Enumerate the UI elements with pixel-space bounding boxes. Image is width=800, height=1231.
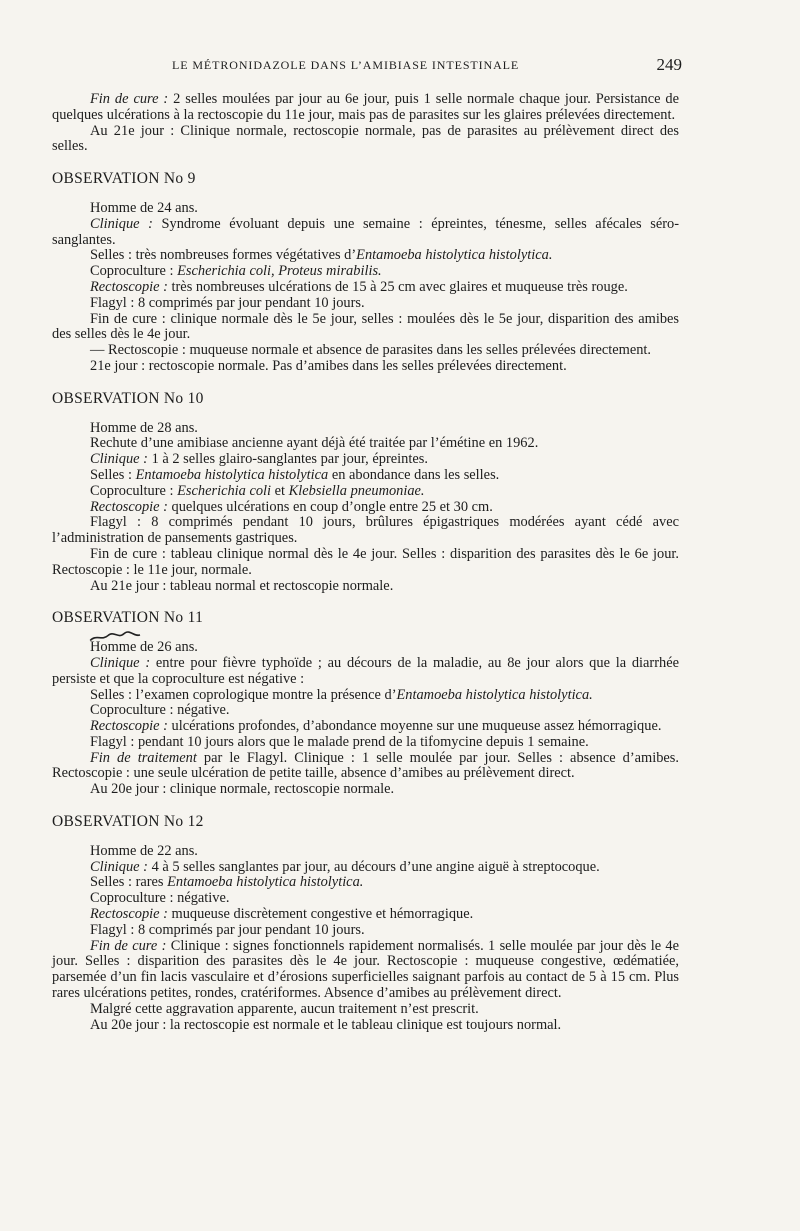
obs11-clinique — [52, 656, 679, 688]
obs12-clinique-lead: Clinique : — [90, 858, 148, 875]
obs11-flagyl: Flagyl : pendant 10 jours alors que le malade prend de la tifomycine depuis 1 semaine. — [90, 733, 589, 750]
page-body — [52, 92, 679, 1033]
observation-11-title: OBSERVATION No 11 — [52, 609, 204, 627]
observation-12-title: OBSERVATION No 12 — [52, 813, 204, 831]
obs10-recto-text: quelques ulcérations en coup d’ongle entre 25 et 30 cm. — [167, 498, 493, 515]
obs9-fin-de-cure: Fin de cure : clinique normale dès le 5e jour, selles : moulées dès le 5e jour, disparition des amibes des selles dès le 4e jour. — [52, 310, 679, 343]
observation-9-title: OBSERVATION No 9 — [52, 170, 196, 188]
obs12-day20: Au 20e jour : la rectoscopie est normale et le tableau clinique est toujours normal. — [90, 1016, 562, 1033]
obs11-clinique-text: entre pour fièvre typhoïde ; au décours de la maladie, au 8e jour alors que la diarrhée persiste et que la coproculture est négative : — [52, 654, 679, 687]
obs11-day20: Au 20e jour : clinique normale, rectoscopie normale. — [90, 781, 395, 798]
obs10-rectoscopie — [52, 500, 679, 516]
obs9-day21: 21e jour : rectoscopie normale. Pas d’amibes dans les selles prélevées directement. — [90, 357, 567, 374]
obs10-patient: Homme de 28 ans. — [90, 419, 198, 436]
obs11-fin-lead: Fin de traitement — [90, 749, 197, 766]
obs11-clinique-lead: Clinique : — [90, 654, 151, 671]
obs12-clinique-text: 4 à 5 selles sanglantes par jour, au décours d’une angine aiguë à streptocoque. — [147, 858, 600, 875]
obs9-clinique-text: Syndrome évoluant depuis une semaine : épreintes, ténesme, selles afécales séro-sanglantes. — [52, 215, 679, 248]
obs11-recto-text: ulcérations profondes, d’abondance moyenne sur une muqueuse assez hémorragique. — [167, 718, 662, 735]
obs9-clinique — [52, 217, 679, 249]
obs12-fin-de-cure — [52, 939, 679, 1002]
obs9-rectoscopie — [52, 280, 679, 296]
obs12-selles-species: Entamoeba histolytica histolytica. — [167, 874, 364, 891]
page-number: 249 — [656, 55, 682, 74]
running-title: LE MÉTRONIDAZOLE DANS L’AMIBIASE INTESTINALE — [172, 58, 520, 72]
obs11-selles-text: Selles : l’examen coprologique montre la présence d’ — [90, 686, 397, 703]
obs9-recto-text: très nombreuses ulcérations de 15 à 25 cm avec glaires et muqueuse très rouge. — [167, 278, 628, 295]
obs9-patient: Homme de 24 ans. — [90, 199, 198, 216]
obs10-copro-species-2: Klebsiella pneumoniae. — [288, 482, 425, 499]
obs12-malgre: Malgré cette aggravation apparente, aucun traitement n’est prescrit. — [90, 1000, 479, 1017]
intro-paragraph-1 — [52, 92, 679, 124]
obs9-coproculture — [52, 264, 679, 280]
obs11-rectoscopie — [52, 719, 679, 735]
obs10-copro-and: et — [271, 482, 289, 499]
obs9-copro-text: Coproculture : — [90, 263, 178, 280]
obs11-fin-text: par le Flagyl. Clinique : 1 selle moulée par jour. Selles : absence d’amibes. Rectoscopie : une seule ulcération de petite taille, absence d’amibes au prélèvement direct. — [52, 749, 680, 782]
obs11-selles — [52, 688, 679, 704]
obs10-clinique-text: 1 à 2 selles glairo-sanglantes par jour, épreintes. — [147, 451, 428, 468]
obs9-copro-species: Escherichia coli, Proteus mirabilis. — [177, 263, 382, 280]
observation-10-title: OBSERVATION No 10 — [52, 389, 204, 407]
obs12-clinique — [52, 860, 679, 876]
obs10-clinique-lead: Clinique : — [90, 451, 148, 468]
obs10-fin-de-cure: Fin de cure : tableau clinique normal dès le 4e jour. Selles : disparition des parasites dès le 6e jour. Rectoscopie : le 11e jour, normale. — [52, 545, 679, 578]
obs9-recto-lead: Rectoscopie : — [90, 278, 168, 295]
obs10-flagyl: Flagyl : 8 comprimés pendant 10 jours, brûlures épigastriques modérées ayant cédé avec l’administration de pansements gastriques. — [52, 514, 679, 547]
obs12-patient: Homme de 22 ans. — [90, 842, 198, 859]
obs9-selles — [52, 248, 679, 264]
obs12-selles-text: Selles : rares — [90, 874, 168, 891]
obs10-rechute: Rechute d’une amibiase ancienne ayant déjà été traitée par l’émétine en 1962. — [90, 435, 539, 452]
obs11-recto-lead: Rectoscopie : — [90, 718, 168, 735]
obs9-selles-text: Selles : très nombreuses formes végétatives d’ — [90, 247, 357, 264]
obs12-rectoscopie — [52, 907, 679, 923]
obs10-coproculture — [52, 484, 679, 500]
obs12-selles — [52, 875, 679, 891]
obs10-clinique — [52, 452, 679, 468]
intro-lead: Fin de cure : — [90, 91, 169, 107]
page-header — [172, 55, 682, 77]
obs10-copro-species-1: Escherichia coli — [177, 482, 272, 499]
intro-text: 2 selles moulées par jour au 6e jour, puis 1 selle normale chaque jour. Persistance de quelques ulcérations à la rectoscopie du 11e jour, mais pas de parasites sur les glaires prélevées directement. — [52, 91, 680, 123]
obs9-rectoscopie-2: — Rectoscopie : muqueuse normale et absence de parasites dans les selles prélevées directement. — [90, 342, 652, 359]
obs10-selles-species: Entamoeba histolytica histolytica — [135, 466, 329, 483]
obs12-recto-lead: Rectoscopie : — [90, 906, 168, 923]
obs10-copro-text: Coproculture : — [90, 482, 178, 499]
obs11-fin-de-traitement — [52, 751, 679, 783]
obs10-recto-lead: Rectoscopie : — [90, 498, 168, 515]
obs9-flagyl: Flagyl : 8 comprimés par jour pendant 10 jours. — [90, 294, 365, 311]
obs12-flagyl: Flagyl : 8 comprimés par jour pendant 10 jours. — [90, 921, 365, 938]
obs11-coproculture: Coproculture : négative. — [90, 702, 230, 719]
intro-paragraph-2: Au 21e jour : Clinique normale, rectoscopie normale, pas de parasites au prélèvement direct des selles. — [52, 122, 679, 155]
obs9-clinique-lead: Clinique : — [90, 215, 153, 232]
obs10-selles-text: Selles : — [90, 466, 136, 483]
obs11-selles-species: Entamoeba histolytica histolytica. — [396, 686, 593, 703]
obs12-fin-lead: Fin de cure : — [90, 937, 167, 954]
obs9-selles-species: Entamoeba histolytica histolytica. — [356, 247, 553, 264]
obs10-selles-rest: en abondance dans les selles. — [328, 466, 500, 483]
obs10-day21: Au 21e jour : tableau normal et rectoscopie normale. — [90, 577, 394, 594]
obs12-coproculture: Coproculture : négative. — [90, 890, 230, 907]
obs10-selles — [52, 468, 679, 484]
obs12-fin-text: Clinique : signes fonctionnels rapidement normalisés. 1 selle moulée par jour dès le 4e jour. Selles : disparition des parasites dès le 4e jour. Rectoscopie : muqueuse congestive, œdématiée, parsemée d’un fin lacis vasculaire et d’érosions superficielles saignant parfois au contact de 5 à 15 cm. Plus rares ulcérations petites, rondes, cratériformes. Absence d’amibes au prélèvement direct. — [52, 937, 679, 1002]
obs12-recto-text: muqueuse discrètement congestive et hémorragique. — [167, 906, 474, 923]
obs11-patient: Homme de 26 ans. — [90, 639, 198, 656]
